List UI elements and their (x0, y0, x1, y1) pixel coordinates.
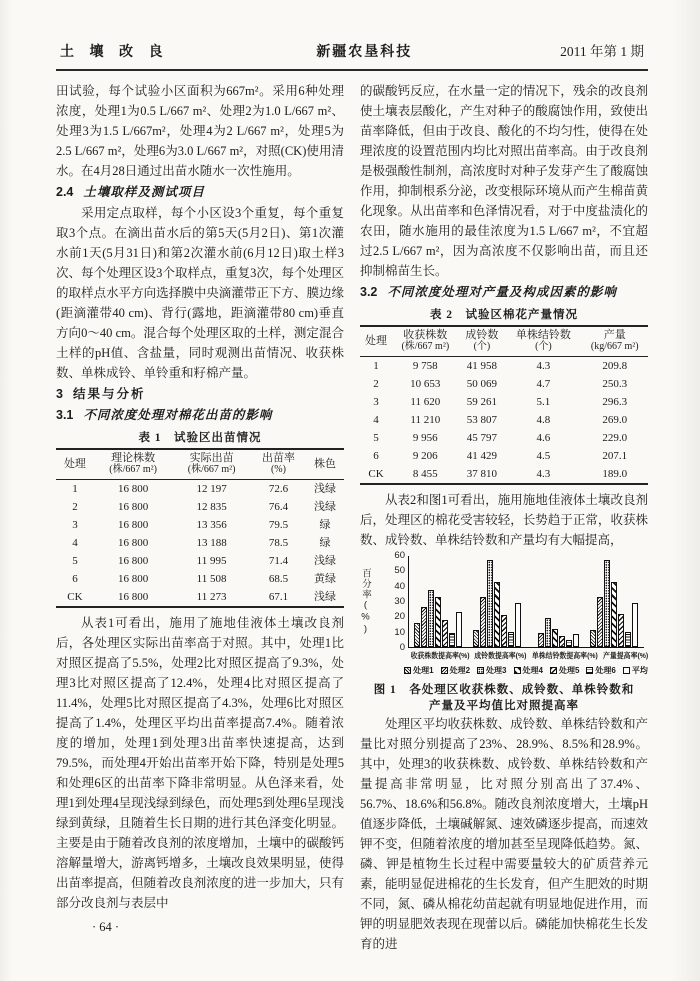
two-column-body (56, 81, 648, 954)
legend-label: 平均 (631, 666, 648, 675)
table-cell: 16 800 (117, 500, 149, 513)
right-column (360, 81, 648, 954)
section-number: 3.1 (56, 408, 74, 422)
left-column (56, 81, 344, 954)
paragraph: 处理区平均收获株数、成铃数、单株结铃数和产量比对照分别提高了23%、28.9%、8.5%和28.9%。其中，处理3的收获株数、成铃数、单株结铃数和产量提高非常明显，比对照分别高出了37.4%、56.7%、18.6%和56.8%。随改良剂浓度增大，土壤pH值逐步降低，土壤碱解氮、速效磷逐步提高，而速效钾不变，但随着浓度的增加甚至呈现降低趋势。氮、磷、钾是植物生长过程中需要量较大的矿质营养元素，能明显促进棉花的生长发育，但产生肥效的时期不同，氮、磷从棉花幼苗起就有明显地促进作用，而钾的明显肥效表现在现蕾以后。磷能加快棉花生长发育的进 (360, 717, 648, 951)
table-cell: 76.4 (268, 500, 289, 513)
table-cell: 5 (72, 554, 78, 567)
table-cell: 4.8 (536, 413, 551, 426)
table-cell: 11 508 (196, 572, 227, 585)
journal-title: 新疆农垦科技 (316, 45, 413, 60)
table-row (56, 552, 344, 570)
chart-bar (480, 597, 486, 647)
chart-bar (538, 633, 544, 647)
table-column-header: 成铃数 (个) (465, 329, 499, 352)
table-cell: 3 (373, 395, 379, 408)
section-heading-3-1 (56, 405, 344, 425)
chart-bar (604, 560, 610, 647)
table-cell: 浅绿 (314, 500, 337, 513)
y-tick-label: 30 (394, 596, 405, 607)
plot (408, 556, 644, 648)
section-number: 3 (56, 387, 63, 401)
emergence-table (56, 448, 344, 608)
table-cell: 浅绿 (314, 590, 337, 603)
y-axis-ticks (390, 550, 408, 653)
table-cell: 37 810 (466, 467, 498, 480)
section-number: 2.4 (56, 185, 74, 199)
paragraph: 从表1可看出，施用了施地佳液体土壤改良剂后，各处理区实际出苗率高于对照。其中，处理1比对照区提高了5.5%，处理2比对照区提高了9.3%，处理3比对照区提高了12.4%，处理4比对照区提高了11.4%，处理5比对照区提高了4.3%，处理6比对照区提高了1.4%，处理区平均出苗率提高7.4%。随着浓度的增加，处理1到处理3出苗率快速提高，达到79.5%，而处理4开始出苗率开始下降，特别是处理5和处理6区的出苗率下降非常明显。从色泽来看，处理1到处理4呈现浅绿到绿色，而处理5到处理6呈现浅绿到黄绿，且随着生长日期的进行其色泽变化明显。主要是由于随着改良剂的浓度增加，土壤中的碳酸钙溶解量增大，游离钙增多，土壤改良效果明显，使得出苗率提高，但随着改良剂浓度的进一步加大，只有部分改良剂与表层中 (56, 616, 344, 910)
section-number: 3.2 (360, 285, 378, 299)
legend-item (623, 665, 648, 676)
table-row (56, 480, 344, 499)
table-cell: 269.0 (602, 413, 628, 426)
legend-label: 处理4 (522, 666, 543, 675)
table-cell: 41 429 (466, 449, 498, 462)
section-title: 不同浓度处理对棉花出苗的影响 (83, 408, 273, 422)
legend-label: 处理6 (595, 666, 616, 675)
table-cell: 12 835 (196, 500, 227, 513)
x-axis-category-label: 产量提高率(%) (602, 651, 648, 660)
table-cell: 5 (373, 431, 379, 444)
legend-item (586, 665, 615, 676)
chart-bar (552, 629, 558, 647)
chart-bar (545, 618, 551, 647)
table-cell: 6 (373, 449, 379, 462)
legend-swatch (586, 667, 593, 674)
table-cell: 16 800 (117, 482, 149, 495)
chart-bar (573, 634, 579, 647)
x-axis-category-label: 单株结铃数提高率(%) (531, 651, 598, 660)
paragraph: 采用定点取样，每个小区设3个重复，每个重复取3个点。在滴出苗水后的第5天(5月2日)、第1次灌水前1天(5月31日)和第2次灌水前(6月12日)取土样3次、每个处理区设3个取样点，重复3次，每个处理区的取样点水平方向选择膜中央滴灌带正下方、膜边缘(距滴灌带40 cm)、背行(露地，距滴灌带80 cm)垂直方向0～40 cm。混合每个处理区取的土样，测定混合土样的pH值、含盐量，同时观测出苗情况、收获株数、单株成铃、单铃重和籽棉产量。 (56, 206, 344, 380)
chart-group (414, 556, 463, 647)
table-cell: 11 273 (196, 590, 227, 603)
table-cell: 4.3 (536, 467, 551, 480)
table-row (360, 375, 648, 393)
table-cell: 11 210 (410, 413, 441, 426)
table-cell: 4.5 (536, 449, 551, 462)
y-tick-label: 0 (399, 642, 405, 653)
table-cell: 78.5 (268, 536, 289, 549)
chart-bar (421, 607, 427, 647)
chart-group (473, 556, 522, 647)
legend-swatch (441, 667, 448, 674)
header-rule (56, 69, 648, 71)
table-cell: 207.1 (602, 449, 628, 462)
table-cell: 229.0 (602, 431, 628, 444)
chart-bar (566, 640, 572, 647)
chart-bar (618, 614, 624, 647)
table-cell: 296.3 (602, 395, 628, 408)
legend-swatch (514, 667, 521, 674)
table-cell: 2 (373, 377, 379, 390)
section-title: 不同浓度处理对产量及构成因素的影响 (387, 285, 617, 299)
chart-bar (449, 633, 455, 647)
chart-bar (590, 630, 596, 647)
table-cell: 黄绿 (314, 572, 337, 585)
chart-bar (501, 615, 507, 647)
chart-group (590, 556, 639, 647)
table-cell: 浅绿 (314, 482, 337, 495)
table-cell: 4.3 (536, 359, 551, 372)
table-column-header: 单株结铃数 (个) (515, 329, 571, 352)
table-title: 表 1 试验区出苗情况 (138, 432, 262, 444)
table-column-header: 理论株数 (株/667 m²) (109, 452, 157, 475)
bar-chart (360, 550, 648, 676)
table-cell: 4 (373, 413, 379, 426)
table-cell: 绿 (319, 536, 331, 549)
table-cell: 79.5 (268, 518, 289, 531)
table-column-header: 产量 (kg/667 m²) (590, 329, 639, 352)
table-cell: 浅绿 (314, 554, 337, 567)
table-cell: 71.4 (268, 554, 289, 567)
table-cell: 41 958 (466, 359, 498, 372)
section-heading-2-4 (56, 182, 344, 202)
table-row (360, 357, 648, 376)
table-cell: 1 (373, 359, 379, 372)
section-heading-3-2 (360, 282, 648, 302)
figure-caption-line1: 图 1 各处理区收获株数、成铃数、单株铃数和 (373, 684, 635, 696)
x-axis-category-label: 成铃数提高率(%) (474, 651, 527, 660)
table-cell: 13 356 (196, 518, 227, 531)
chart-bar (597, 597, 603, 647)
table-cell: 189.0 (602, 467, 628, 480)
chart-bar (473, 630, 479, 647)
table-cell: 45 797 (466, 431, 498, 444)
table-column-header: 出苗率 (%) (261, 452, 295, 475)
table-cell: 绿 (319, 518, 331, 531)
legend-swatch (404, 667, 411, 674)
section-label: 土 壤 改 良 (60, 45, 169, 60)
table-cell: 4.6 (536, 431, 551, 444)
table-row (360, 465, 648, 484)
table-cell: 5.1 (536, 395, 551, 408)
table-2 (360, 306, 648, 485)
table-row (56, 498, 344, 516)
table-cell: 12 197 (196, 482, 227, 495)
chart-bar (487, 560, 493, 647)
section-heading-3 (56, 384, 344, 404)
table-cell: 2 (72, 500, 78, 513)
journal-header (56, 40, 648, 69)
table-cell: 9 206 (412, 449, 438, 462)
legend-item (441, 665, 470, 676)
legend-label: 处理3 (486, 666, 507, 675)
table-cell: 16 800 (117, 590, 149, 603)
chart-bar (625, 632, 631, 647)
table-cell: 6 (72, 572, 78, 585)
table-row (360, 447, 648, 465)
table-cell: 16 800 (117, 518, 149, 531)
table-cell: 11 995 (196, 554, 227, 567)
x-axis-category-label: 收获株数提高率(%) (410, 651, 470, 660)
chart-bar (494, 582, 500, 647)
table-cell: 13 188 (196, 536, 227, 549)
table-cell: 11 620 (410, 395, 441, 408)
chart-bar (414, 623, 420, 647)
table-cell: 4.7 (536, 377, 551, 390)
legend-swatch (623, 667, 630, 674)
figure-caption-line2: 产量及平均值比对照提高率 (429, 700, 579, 712)
figure-1 (360, 550, 648, 714)
legend-label: 处理5 (558, 666, 580, 675)
y-tick-label: 50 (394, 565, 405, 577)
table-row (360, 411, 648, 429)
table-column-header: 处理 (365, 335, 388, 347)
figure-caption (360, 682, 648, 714)
table-column-header: 实际出苗 (株/667 m²) (187, 452, 236, 475)
y-tick-label: 10 (394, 626, 405, 638)
table-cell: 250.3 (602, 377, 628, 390)
legend-swatch (477, 667, 484, 674)
table-cell: 67.1 (268, 590, 289, 603)
table-cell: 50 069 (466, 377, 498, 390)
y-tick-label: 60 (394, 550, 405, 561)
table-row (360, 393, 648, 411)
table-row (56, 516, 344, 534)
chart-bar (508, 632, 514, 647)
x-axis-labels (390, 650, 648, 661)
table-cell: 209.8 (602, 359, 628, 372)
paragraph: 田试验，每个试验小区面积为667m²。采用6种处理浓度，处理1为0.5 L/667 m²、处理2为1.0 L/667 m²、处理3为1.5 L/667m²，处理4为2 L/667 m²，处理5为2.5 L/667 m²，处理6为3.0 L/667 m²，对照(CK)使用清水。在4月28日通过出苗水随水一次性施用。 (56, 84, 344, 178)
chart-bar (515, 603, 521, 647)
table-cell: 59 261 (466, 395, 498, 408)
chart-bar (442, 620, 448, 647)
table-cell: 8 455 (412, 467, 438, 480)
legend-item (514, 665, 543, 676)
table-column-header: 株色 (314, 458, 337, 470)
table-cell: 16 800 (117, 554, 149, 567)
table-cell: 1 (72, 482, 78, 495)
chart-bar (559, 636, 565, 647)
table-column-header: 处理 (63, 458, 86, 470)
legend-swatch (550, 667, 557, 674)
chart-bar (611, 582, 617, 647)
table-cell: 9 956 (412, 431, 438, 444)
legend-label: 处理2 (449, 666, 471, 675)
table-row (56, 534, 344, 552)
table-cell: 10 653 (410, 377, 441, 390)
table-cell: 3 (72, 518, 78, 531)
table-cell: 72.6 (268, 482, 289, 495)
legend-item (404, 665, 433, 676)
table-cell: 53 807 (466, 413, 498, 426)
table-cell: 16 800 (117, 536, 149, 549)
page-number: · 64 · (92, 920, 120, 934)
table-row (360, 429, 648, 447)
chart-group (531, 556, 580, 647)
table-row (56, 588, 344, 607)
table-cell: 68.5 (268, 572, 289, 585)
table-cell: CK (67, 590, 83, 603)
section-title: 土壤取样及测试项目 (83, 185, 205, 199)
table-1 (56, 429, 344, 608)
table-cell: 9 758 (412, 359, 438, 372)
chart-legend (390, 665, 648, 676)
legend-label: 处理1 (413, 666, 434, 675)
table-cell: CK (368, 467, 384, 480)
yield-table (360, 325, 648, 485)
chart-bar (632, 603, 638, 647)
table-cell: 16 800 (117, 572, 149, 585)
chart-bar (428, 590, 434, 647)
legend-item (477, 665, 506, 676)
table-title: 表 2 试验区棉花产量情况 (429, 309, 579, 321)
table-column-header: 收获株数 (株/667 m²) (401, 329, 450, 352)
paragraph: 从表2和图1可看出，施用施地佳液体土壤改良剂后，处理区的棉花受害较轻，长势趋于正常，收获株数、成铃数、单株结铃数和产量均有大幅提高， (360, 493, 648, 547)
paragraph: 的碳酸钙反应，在水量一定的情况下，残余的改良剂使土壤表层酸化，产生对种子的酸腐蚀作用，致使出苗率降低，但由于改良、酸化的不均匀性，使得在处理浓度的设置范围内均比对照出苗率高。由于改良剂是极强酸性制剂，高浓度时对种子发芽产生了酸腐蚀作用，抑制根系分泌，改变根际环境从而产生棉苗黄化现象。从出苗率和色泽情况看，对于中度盐渍化的农田，随水施用的最佳浓度为1.5 L/667 m²，不宜超过2.5 L/667 m²，因为高浓度不仅影响出苗，而且还抑制棉苗生长。 (360, 84, 648, 278)
chart-bar (456, 612, 462, 647)
issue-label: 2011 年第 1 期 (560, 44, 644, 59)
y-axis-label: 百分率(%) (360, 568, 371, 636)
chart-bar (435, 597, 441, 647)
y-tick-label: 40 (394, 580, 405, 592)
plot-area (390, 550, 648, 653)
table-cell: 4 (72, 536, 78, 549)
y-tick-label: 20 (394, 611, 405, 623)
section-title: 结果与分析 (72, 387, 146, 401)
legend-item (550, 665, 579, 676)
table-row (56, 570, 344, 588)
